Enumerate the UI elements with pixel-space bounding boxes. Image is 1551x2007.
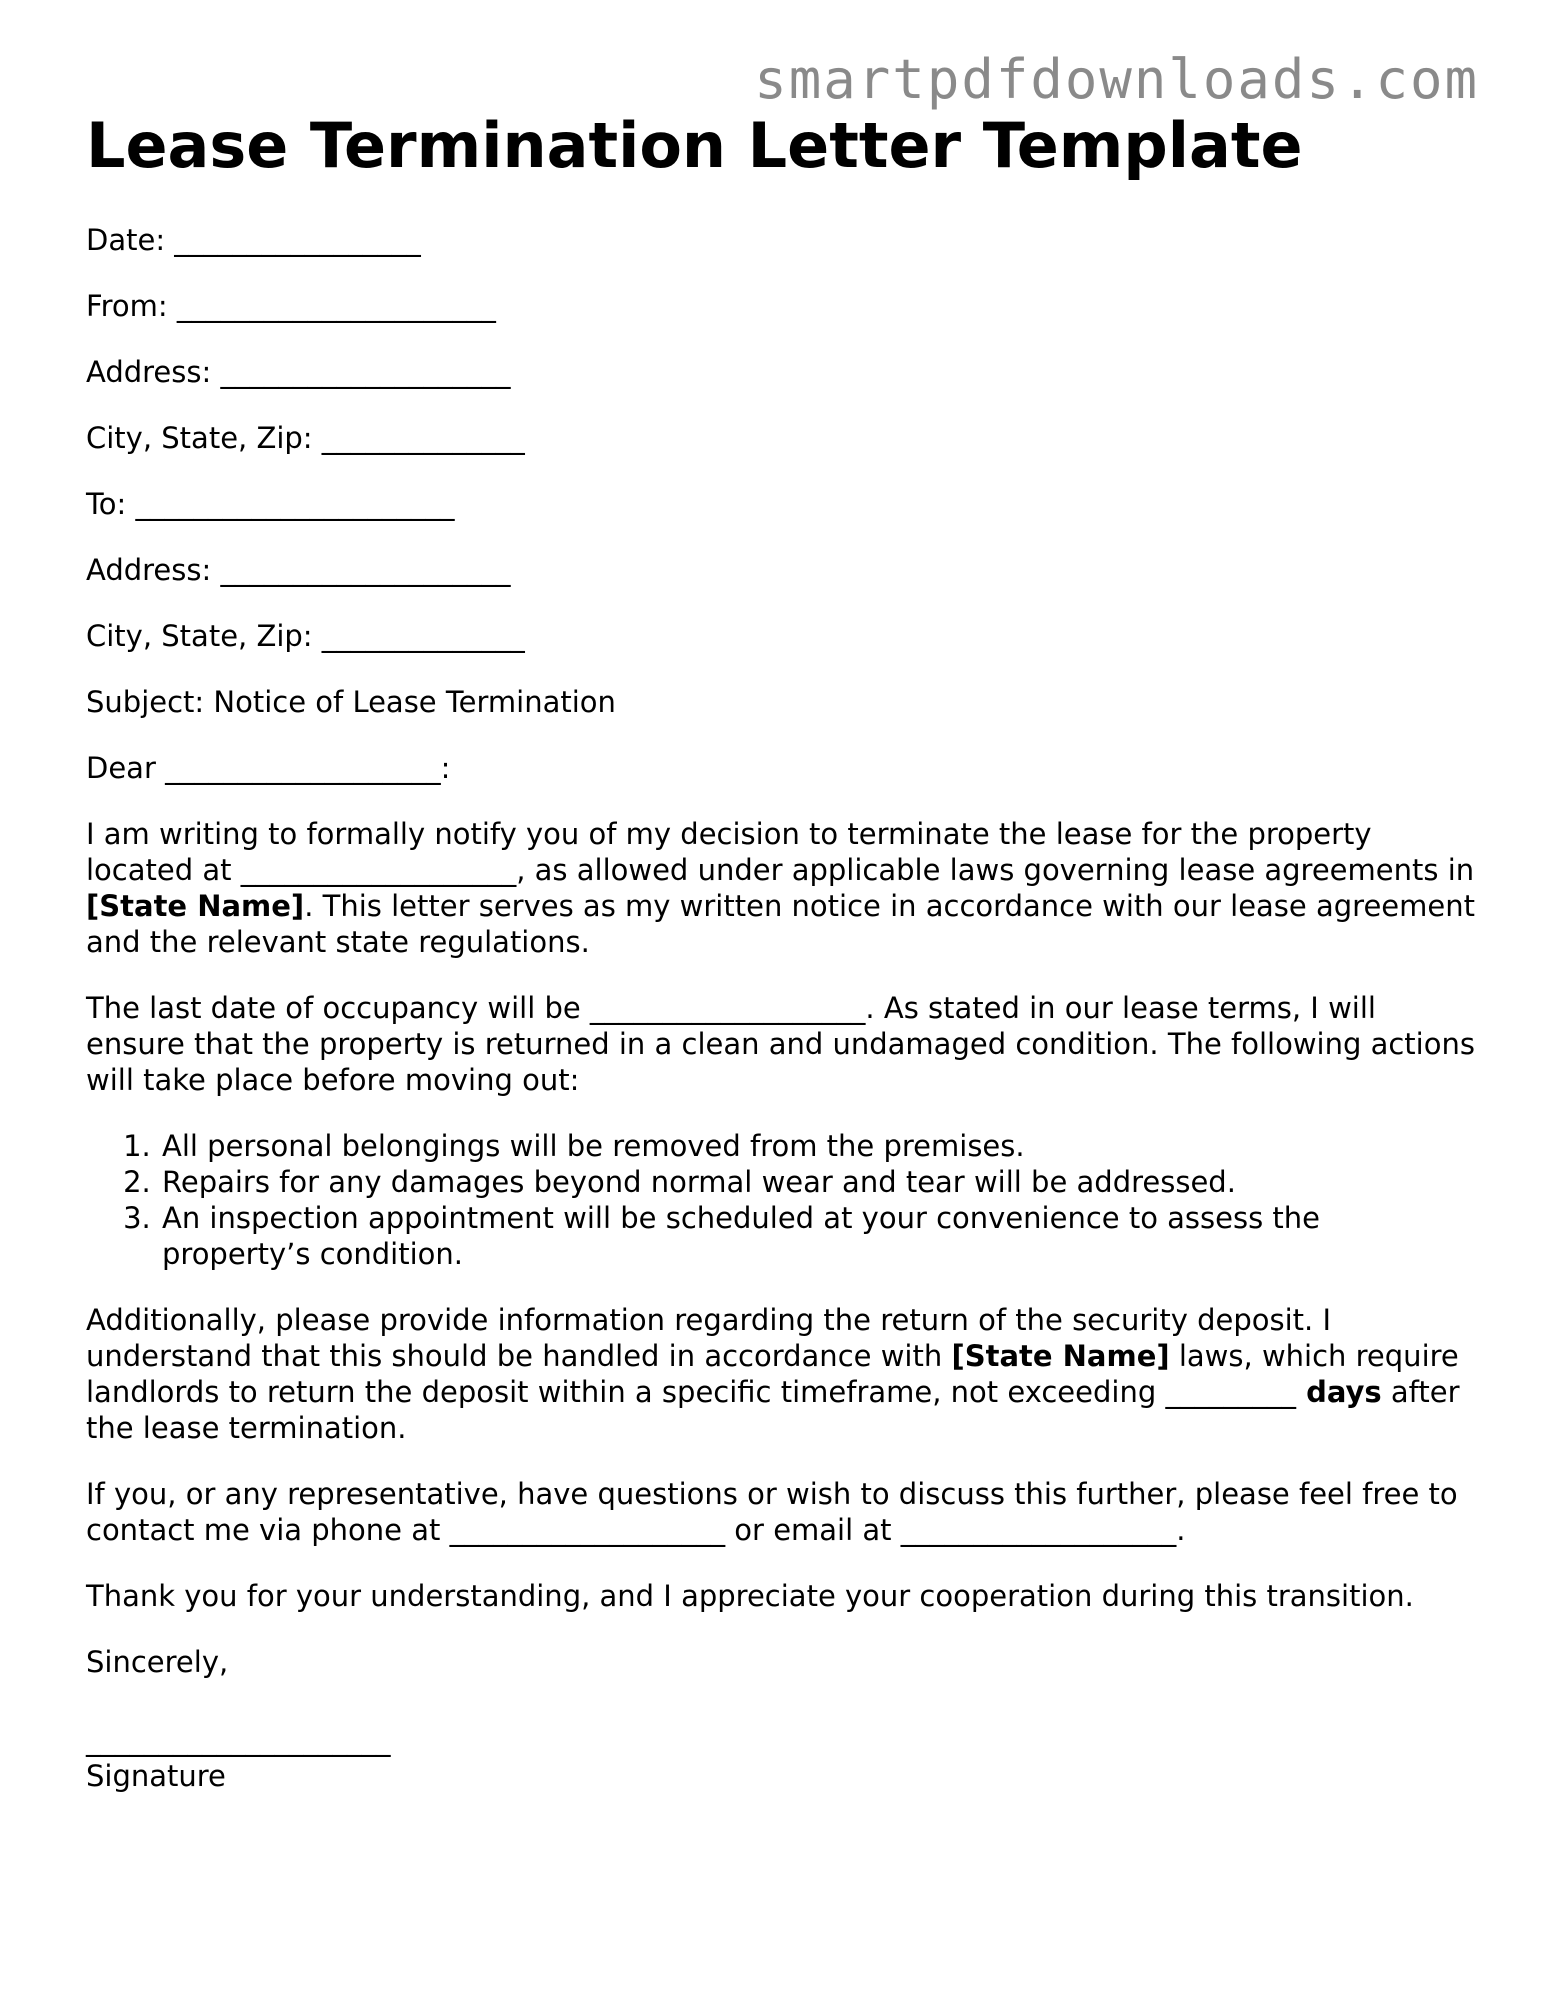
to-city-state-zip-field: City, State, Zip: ______________ xyxy=(86,619,525,653)
notice-paragraph xyxy=(86,816,1476,960)
list-item: 2. Repairs for any damages beyond normal wear and tear will be addressed. xyxy=(160,1164,1476,1200)
salutation: Dear ___________________: xyxy=(86,751,451,785)
deposit-text-1: Additionally, please provide information regarding the return of the security deposit. I understand that this should be handled in accordance with xyxy=(86,1303,1332,1373)
watermark: smartpdfdownloads.com xyxy=(754,48,1479,111)
notice-text-1: I am writing to formally notify you of my decision to terminate the lease for the property located at ___________________, as allowed under applicable laws governing lease agreements in xyxy=(86,817,1475,887)
to-field: To: ______________________ xyxy=(86,487,455,521)
letter-document xyxy=(86,108,1476,1794)
list-item: 1. All personal belongings will be removed from the premises. xyxy=(160,1128,1476,1164)
date-field: Date: _________________ xyxy=(86,223,421,257)
state-name-placeholder: [State Name] xyxy=(86,889,305,923)
subject-line: Subject: Notice of Lease Termination xyxy=(86,685,616,719)
thanks-paragraph: Thank you for your understanding, and I appreciate your cooperation during this transition. xyxy=(86,1579,1414,1613)
signature-label: Signature xyxy=(86,1759,226,1793)
from-address-field: Address: ____________________ xyxy=(86,355,511,389)
deposit-text-3: after the lease termination. xyxy=(86,1375,1460,1445)
move-out-actions-list xyxy=(86,1128,1476,1272)
occupancy-paragraph: The last date of occupancy will be ___________________. As stated in our lease terms, I will ensure that the property is returned in a clean and undamaged condition. The following actions will take place before moving out: xyxy=(86,991,1475,1097)
from-field: From: ______________________ xyxy=(86,289,496,323)
to-address-field: Address: ____________________ xyxy=(86,553,511,587)
days-label: days xyxy=(1295,1375,1382,1409)
deposit-paragraph xyxy=(86,1302,1476,1446)
days-blank: _________ xyxy=(1165,1375,1296,1409)
list-item: 3. An inspection appointment will be scheduled at your convenience to assess the property’s condition. xyxy=(160,1200,1476,1272)
closing: Sincerely, xyxy=(86,1645,229,1679)
signature-line: _____________________ xyxy=(86,1723,391,1757)
contact-paragraph: If you, or any representative, have questions or wish to discuss this further, please feel free to contact me via phone at ___________________ or email at ___________________. xyxy=(86,1477,1458,1547)
state-name-placeholder: [State Name] xyxy=(951,1339,1170,1373)
deposit-text-2: laws, which require landlords to return the deposit within a specific timeframe, not exceeding xyxy=(86,1339,1459,1409)
page-title: Lease Termination Letter Template xyxy=(86,109,1303,182)
from-city-state-zip-field: City, State, Zip: ______________ xyxy=(86,421,525,455)
notice-text-2: . This letter serves as my written notice in accordance with our lease agreement and the relevant state regulations. xyxy=(86,889,1475,959)
